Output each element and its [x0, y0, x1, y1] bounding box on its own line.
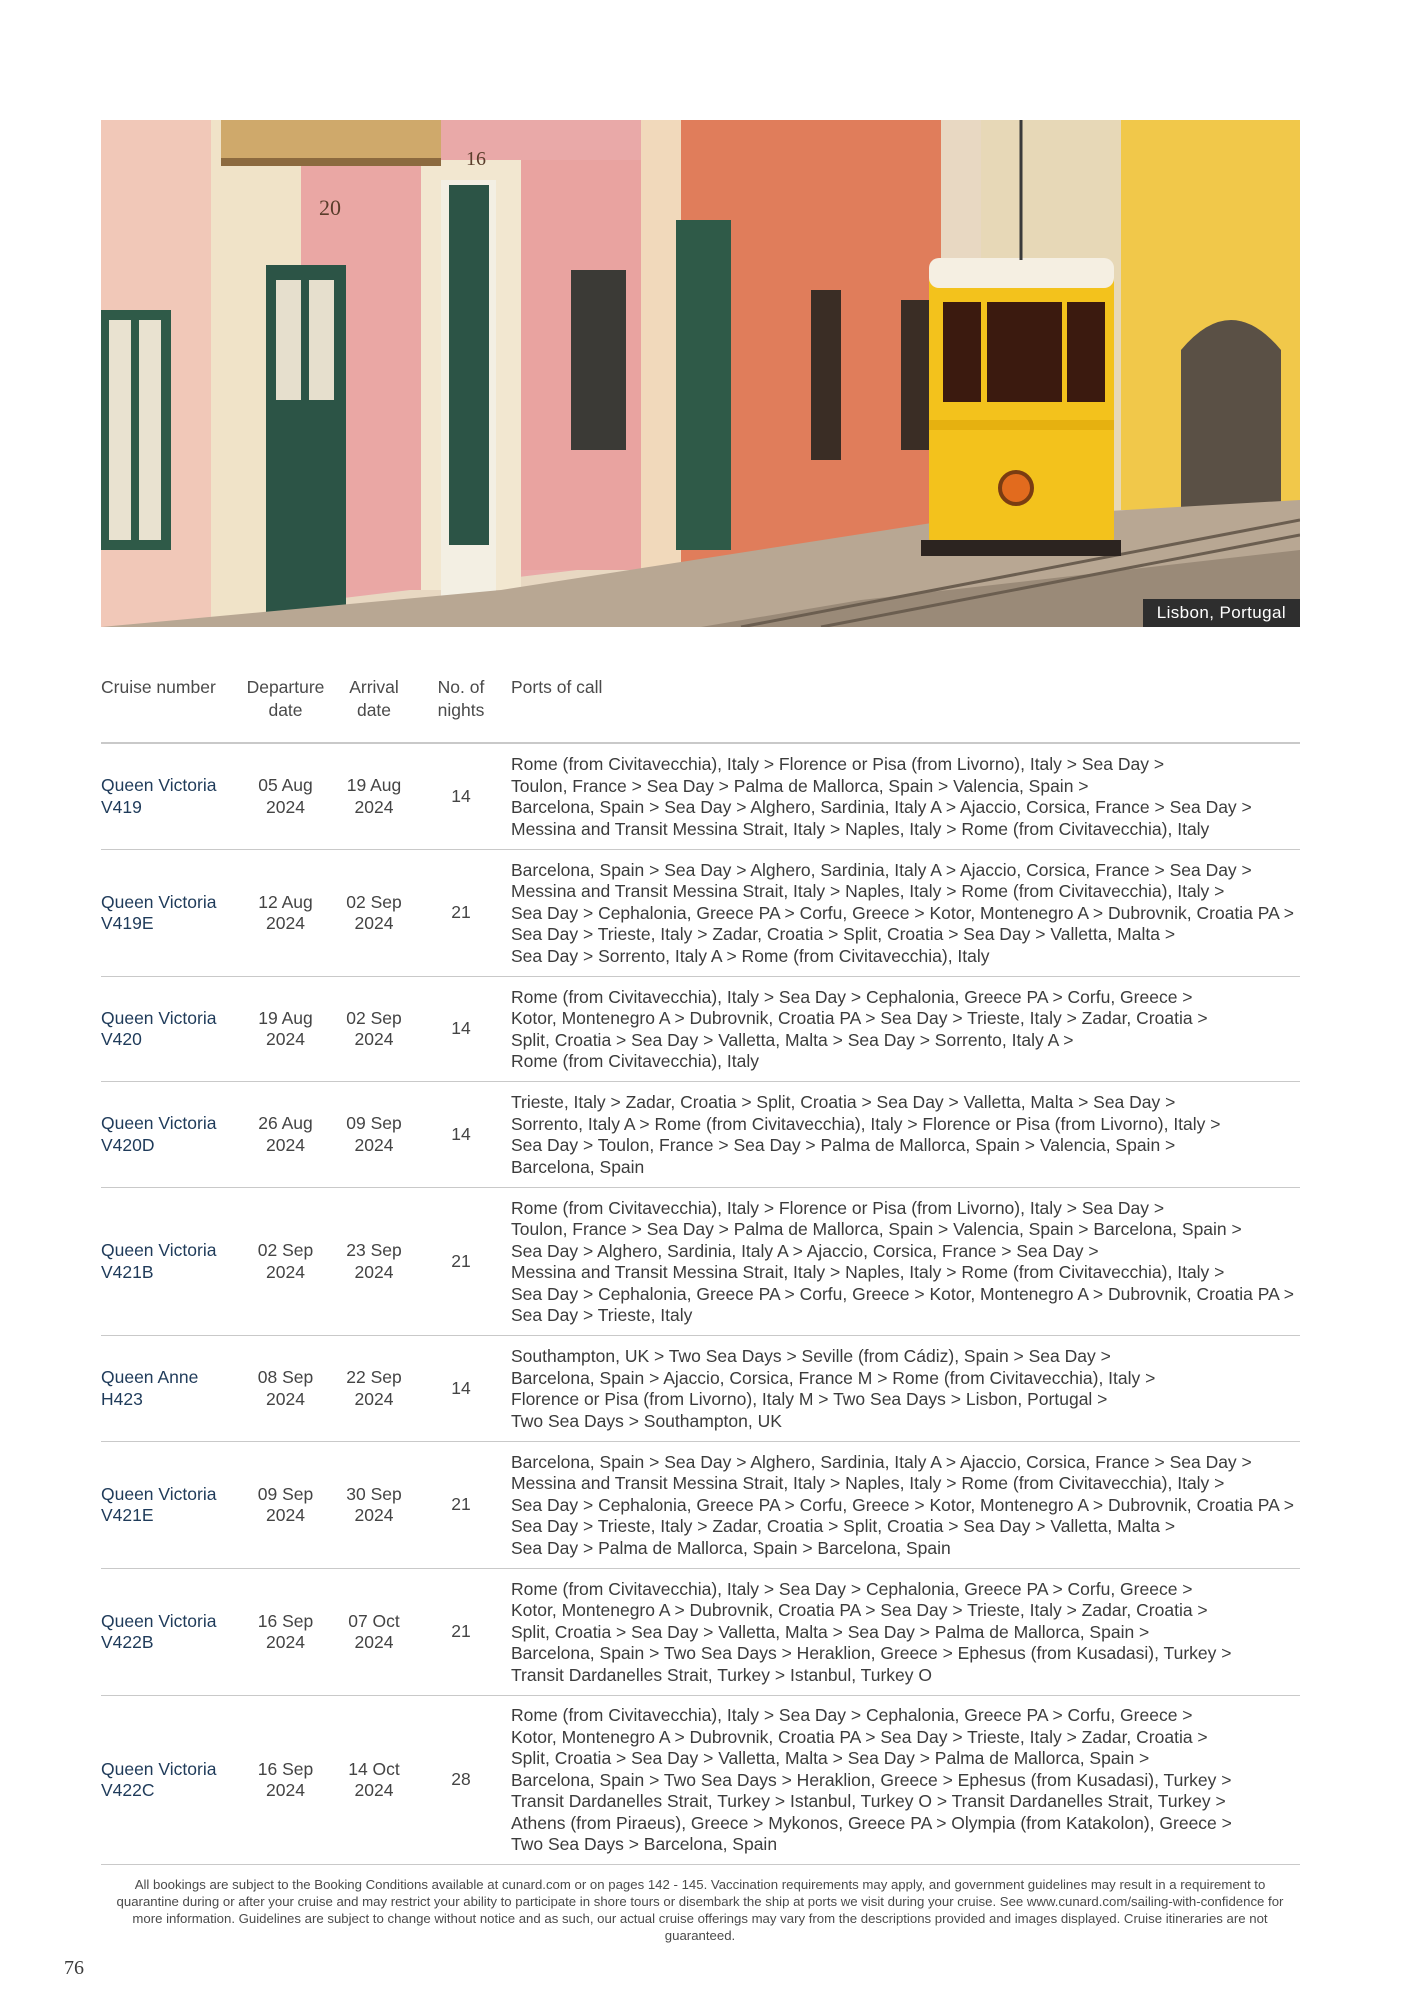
arrival-year: 2024 [354, 1029, 394, 1049]
arrival-year: 2024 [354, 1780, 394, 1800]
ship-name: Queen Victoria [101, 1610, 217, 1631]
header-cruise-number: Cruise number [101, 677, 216, 697]
cruise-code: V420D [101, 1134, 155, 1155]
departure-year: 2024 [266, 913, 305, 933]
departure-year: 2024 [266, 1029, 305, 1049]
departure-year: 2024 [266, 1388, 305, 1409]
arrival-day: 07 Oct [348, 1610, 400, 1631]
ship-name: Queen Victoria [101, 1113, 217, 1133]
ports-of-call: Barcelona, Spain > Sea Day > Alghero, Sardinia, Italy A > Ajaccio, Corsica, France > Sea Day > Messina and Transit Messina Strait, Italy > Naples, Italy > Rome (from Civitavecchia), Italy > Sea Day > Cephalonia, Greece PA > Corfu, Greece > Kotor, Montenegro A > Dubrovnik, Croatia PA > Sea Day > Trieste, Italy > Zadar, Croatia > Split, Croatia > Sea Day > Valletta, Malta > Sea Day > Palma de Mallorca, Spain > Barcelona, Spain [511, 1451, 1294, 1558]
cruise-code: V421B [101, 1261, 154, 1282]
ports-of-call: Rome (from Civitavecchia), Italy > Sea Day > Cephalonia, Greece PA > Corfu, Greece > Kotor, Montenegro A > Dubrovnik, Croatia PA > Sea Day > Trieste, Italy > Zadar, Croatia > Split, Croatia > Sea Day > Valletta, Malta > Sea Day > Palma de Mallorca, Spain > Barcelona, Spain > Two Sea Days > Heraklion, Greece > Ephesus (from Kusadasi), Turkey > Transit Dardanelles Strait, Turkey > Istanbul, Turkey O > Transit Dardanelles Strait, Turkey > Athens (from Piraeus), Greece > Mykonos, Greece PA > Olympia (from Katakolon), Greece > Two Sea Days > Barcelona, Spain [511, 1705, 1232, 1855]
arrival-day: 30 Sep [346, 1483, 402, 1504]
arrival-year: 2024 [354, 913, 394, 933]
cruise-code: V422B [101, 1632, 154, 1652]
departure-year: 2024 [266, 1505, 305, 1525]
ship-name: Queen Anne [101, 1367, 199, 1387]
ports-of-call: Barcelona, Spain > Sea Day > Alghero, Sardinia, Italy A > Ajaccio, Corsica, France > Sea Day > Messina and Transit Messina Strait, Italy > Naples, Italy > Rome (from Civitavecchia), Italy > Sea Day > Cephalonia, Greece PA > Corfu, Greece > Kotor, Montenegro A > Dubrovnik, Croatia PA > Sea Day > Trieste, Italy > Zadar, Croatia > Split, Croatia > Sea Day > Valletta, Malta > Sea Day > Sorrento, Italy A > Rome (from Civitavecchia), Italy [511, 859, 1294, 966]
ship-name: Queen Victoria [101, 1240, 217, 1260]
table-row [101, 1696, 1300, 1865]
departure-year: 2024 [266, 1632, 305, 1652]
nights-count: 14 [451, 1377, 471, 1398]
nights-count: 21 [451, 902, 471, 923]
table-row [101, 1188, 1300, 1336]
departure-year: 2024 [266, 796, 305, 817]
arrival-day: 02 Sep [346, 891, 402, 912]
table-header [101, 676, 1300, 731]
ship-name: Queen Victoria [101, 1007, 217, 1028]
table-row [101, 850, 1300, 977]
departure-day: 26 Aug [258, 1113, 313, 1133]
departure-day: 16 Sep [257, 1610, 314, 1631]
ship-name: Queen Victoria [101, 891, 217, 912]
booking-disclaimer: All bookings are subject to the Booking Conditions available at cunard.com or on pages 142 - 145. Vaccination requirements may apply, and government guidelines may result in a requirement to quarantine during or after your cruise and may restrict your ability to participate in shore tours or disembark the ship at ports we visit during your cruise. See www.cunard.com/sailing-with-confidence for more information. Guidelines are subject to change without notice and as such, our actual cruise offerings may vary from the descriptions provided and images displayed. Cruise itineraries are not guaranteed. [116, 1877, 1284, 1943]
ports-of-call: Southampton, UK > Two Sea Days > Seville (from Cádiz), Spain > Sea Day > Barcelona, Spain > Ajaccio, Corsica, France M > Rome (from Civitavecchia), Italy > Florence or Pisa (from Livorno), Italy M > Two Sea Days > Lisbon, Portugal > Two Sea Days > Southampton, UK [511, 1346, 1156, 1431]
table-row [101, 1569, 1300, 1696]
arrival-day: 23 Sep [346, 1240, 402, 1260]
ports-of-call: Trieste, Italy > Zadar, Croatia > Split, Croatia > Sea Day > Valletta, Malta > Sea Day > Sorrento, Italy A > Rome (from Civitavecchia), Italy > Florence or Pisa (from Livorno), Italy > Sea Day > Toulon, France > Sea Day > Palma de Mallorca, Spain > Valencia, Spain > Barcelona, Spain [511, 1092, 1221, 1177]
nights-count: 21 [451, 1250, 471, 1271]
ports-of-call: Rome (from Civitavecchia), Italy > Sea Day > Cephalonia, Greece PA > Corfu, Greece > Kotor, Montenegro A > Dubrovnik, Croatia PA > Sea Day > Trieste, Italy > Zadar, Croatia > Split, Croatia > Sea Day > Valletta, Malta > Sea Day > Sorrento, Italy A > Rome (from Civitavecchia), Italy [511, 986, 1208, 1071]
nights-count: 14 [451, 1018, 471, 1039]
table-row [101, 1082, 1300, 1188]
departure-day: 02 Sep [257, 1240, 314, 1260]
table-row [101, 977, 1300, 1082]
lisbon-tram-illustration [101, 120, 1300, 627]
nights-count: 28 [451, 1769, 471, 1790]
svg-text:16: 16 [466, 148, 486, 170]
page-number: 76 [64, 1957, 84, 1979]
departure-year: 2024 [266, 1261, 305, 1282]
cruise-code: H423 [101, 1388, 143, 1409]
arrival-year: 2024 [354, 1261, 394, 1282]
ports-of-call: Rome (from Civitavecchia), Italy > Florence or Pisa (from Livorno), Italy > Sea Day > Toulon, France > Sea Day > Palma de Mallorca, Spain > Valencia, Spain > Barcelona, Spain > Sea Day > Alghero, Sardinia, Italy A > Ajaccio, Corsica, France > Sea Day > Messina and Transit Messina Strait, Italy > Naples, Italy > Rome (from Civitavecchia), Italy [511, 754, 1252, 839]
departure-day: 08 Sep [257, 1367, 314, 1387]
ship-name: Queen Victoria [101, 775, 217, 795]
ports-of-call: Rome (from Civitavecchia), Italy > Sea Day > Cephalonia, Greece PA > Corfu, Greece > Kotor, Montenegro A > Dubrovnik, Croatia PA > Sea Day > Trieste, Italy > Zadar, Croatia > Split, Croatia > Sea Day > Valletta, Malta > Sea Day > Palma de Mallorca, Spain > Barcelona, Spain > Two Sea Days > Heraklion, Greece > Ephesus (from Kusadasi), Turkey > Transit Dardanelles Strait, Turkey > Istanbul, Turkey O [511, 1578, 1232, 1685]
departure-day: 16 Sep [257, 1758, 314, 1779]
table-row [101, 1336, 1300, 1442]
nights-count: 14 [451, 1123, 471, 1144]
cruise-code: V420 [101, 1029, 142, 1049]
arrival-year: 2024 [354, 1505, 394, 1525]
hero-photo [101, 120, 1300, 627]
departure-day: 05 Aug [258, 775, 313, 795]
table-row [101, 1442, 1300, 1569]
nights-count: 21 [451, 1621, 471, 1642]
photo-caption: Lisbon, Portugal [1143, 599, 1300, 627]
header-nights: No. of nights [437, 677, 485, 720]
arrival-day: 22 Sep [346, 1367, 402, 1387]
ship-name: Queen Victoria [101, 1758, 217, 1779]
header-ports-of-call: Ports of call [511, 677, 603, 697]
arrival-day: 02 Sep [346, 1007, 402, 1028]
cruise-code: V419E [101, 913, 154, 933]
table-row [101, 744, 1300, 850]
arrival-year: 2024 [354, 796, 394, 817]
arrival-year: 2024 [354, 1134, 394, 1155]
svg-text:20: 20 [319, 195, 341, 220]
cruise-code: V421E [101, 1505, 154, 1525]
arrival-day: 14 Oct [348, 1758, 400, 1779]
arrival-year: 2024 [354, 1632, 394, 1652]
arrival-day: 09 Sep [346, 1113, 402, 1133]
departure-day: 09 Sep [257, 1483, 314, 1504]
nights-count: 14 [451, 785, 471, 806]
ship-name: Queen Victoria [101, 1483, 217, 1504]
nights-count: 21 [451, 1494, 471, 1515]
cruise-code: V422C [101, 1780, 155, 1800]
departure-day: 19 Aug [258, 1007, 313, 1028]
arrival-year: 2024 [354, 1388, 394, 1409]
cruise-code: V419 [101, 796, 142, 817]
header-arrival-date: Arrival date [349, 677, 399, 720]
itinerary-table [101, 676, 1300, 1865]
arrival-day: 19 Aug [346, 775, 402, 795]
ports-of-call: Rome (from Civitavecchia), Italy > Florence or Pisa (from Livorno), Italy > Sea Day > Toulon, France > Sea Day > Palma de Mallorca, Spain > Valencia, Spain > Barcelona, Spain > Sea Day > Alghero, Sardinia, Italy A > Ajaccio, Corsica, France > Sea Day > Messina and Transit Messina Strait, Italy > Naples, Italy > Rome (from Civitavecchia), Italy > Sea Day > Cephalonia, Greece PA > Corfu, Greece > Kotor, Montenegro A > Dubrovnik, Croatia PA > Sea Day > Trieste, Italy [511, 1197, 1294, 1325]
header-departure-date: Departure date [246, 677, 325, 720]
departure-year: 2024 [266, 1780, 305, 1800]
departure-day: 12 Aug [258, 891, 313, 912]
departure-year: 2024 [266, 1134, 305, 1155]
